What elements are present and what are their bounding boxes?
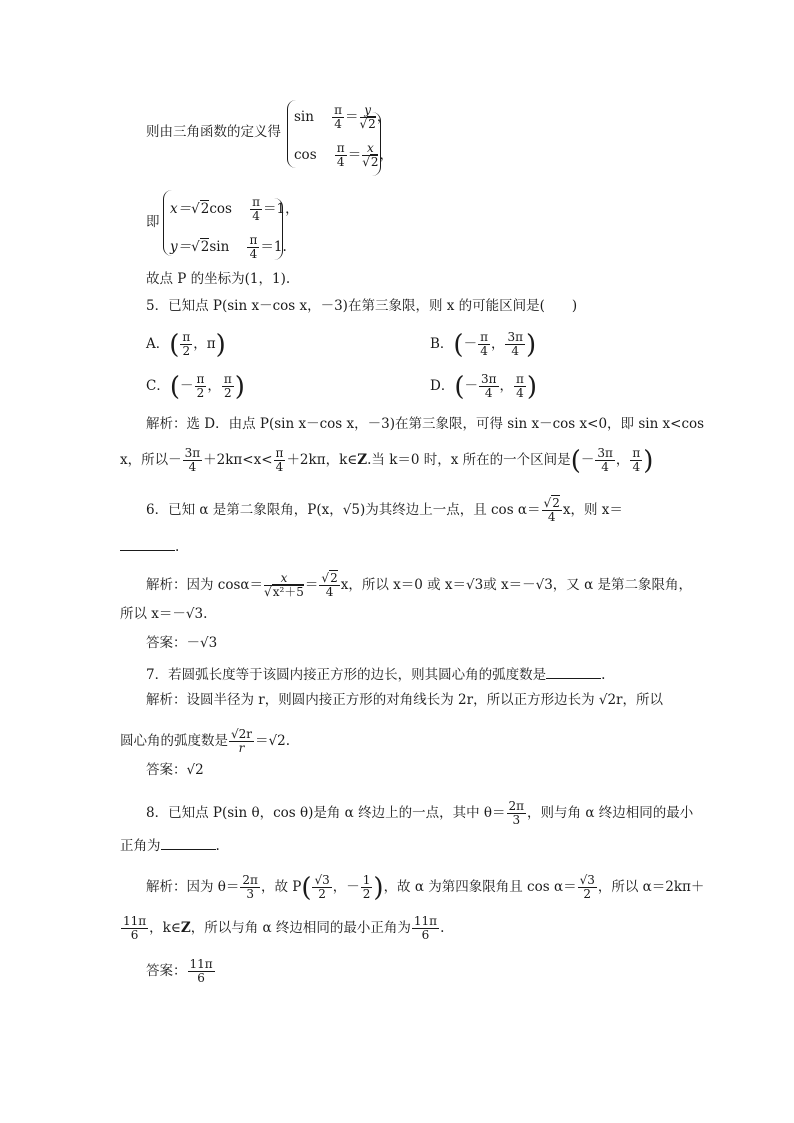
question-8-answer: 答案： $\frac{11\pi}{6}$ <box>146 957 213 986</box>
option-a: A．( $\frac{\pi}{2}$ ，π) <box>146 329 226 360</box>
question-8-stem: 8．已知点 P(sin θ，cos θ)是角 α 终边上的一点，其中 θ＝ $\frac{2\pi}{3}$ ，则与角 α 终边相同的最小 <box>146 799 694 828</box>
question-6-answer: 答案：－√3 <box>146 635 218 651</box>
question-6-stem: 6．已知 α 是第二象限角，P(x，√5)为其终边上一点，且 cos α＝ $\frac{√2}{4}$ x，则 x＝ <box>146 496 623 525</box>
question-6-solution-line2: 所以 x＝－√3. <box>120 606 208 622</box>
question-6-blank: . <box>120 538 179 555</box>
system-brace-2-right <box>274 198 283 260</box>
question-8-solution: 解析：因为 θ＝ $\frac{2\pi}{3}$ ，故 P( $\frac{√3}{2}$ ，－ $\frac{1}{2}$ )，故 α 为第四象限角且 cos α＝ $\frac{√3}{2}$ ，所以 α＝2kπ＋ <box>146 872 705 903</box>
x-equation: x＝√2cos $\frac{\pi}{4}$ ＝1， <box>170 195 299 224</box>
hence-label: 即 <box>146 214 160 230</box>
question-6-solution: 解析：因为 cosα＝ $\frac{x}{\text{√x²＋5}}$ ＝ $\frac{√2}{4}$ x，所以 x＝0 或 x＝√3或 x＝－√3，又 α 是第二象限角， <box>146 571 692 600</box>
question-7-answer: 答案：√2 <box>146 762 204 778</box>
question-7-solution-line2: 圆心角的弧度数是 $\frac{√2r}{r}$ ＝√2. <box>120 727 291 756</box>
sin-equation: sin $\frac{\pi}{4}$ ＝ $\frac{y}{√2}$ ， <box>294 103 391 132</box>
y-equation: y＝√2sin $\frac{\pi}{4}$ ＝1. <box>170 233 287 262</box>
point-coordinates: 故点 P 的坐标为(1，1). <box>146 271 291 287</box>
definition-intro: 则由三角函数的定义得 <box>146 124 281 140</box>
question-5-stem: 5．已知点 P(sin x－cos x，－3)在第三象限，则 x 的可能区间是( ) <box>146 298 578 314</box>
question-8-stem-line2: 正角为 . <box>120 838 220 854</box>
answer-blank-7[interactable] <box>546 666 601 679</box>
question-5-solution-line2: x，所以－ $\frac{3\pi}{4}$ ＋2kπ<x< $\frac{\pi}{4}$ ＋2kπ，k∈Z.当 k＝0 时，x 所在的一个区间是(－ $\frac{3\pi}{4}$ ， $\frac{\pi}{4}$ ) <box>120 445 654 476</box>
cos-equation: cos $\frac{\pi}{4}$ ＝ $\frac{x}{√2}$ ， <box>294 141 393 170</box>
option-b: B．(－ $\frac{\pi}{4}$ ， $\frac{3\pi}{4}$ ) <box>430 329 537 360</box>
question-7-stem: 7．若圆弧长度等于该圆内接正方形的边长，则其圆心角的弧度数是 . <box>146 667 606 683</box>
answer-blank-6[interactable] <box>120 538 175 551</box>
system-brace-1-right <box>372 112 381 176</box>
question-8-solution-line2: $\frac{11\pi}{6}$ ，k∈Z，所以与角 α 终边相同的最小正角为 $\frac{11\pi}{6}$ . <box>123 914 445 943</box>
answer-blank-8[interactable] <box>161 837 216 850</box>
question-5-solution-line1: 解析：选 D．由点 P(sin x－cos x，－3)在第三象限，可得 sin x－cos x<0，即 sin x<cos <box>146 416 705 432</box>
option-d: D．(－ $\frac{3\pi}{4}$ ， $\frac{\pi}{4}$ ) <box>430 371 538 402</box>
option-c: C．(－ $\frac{\pi}{2}$ ， $\frac{\pi}{2}$ ) <box>146 371 245 402</box>
question-7-solution: 解析：设圆半径为 r，则圆内接正方形的对角线长为 2r，所以正方形边长为 √2r，所以 <box>146 692 664 708</box>
